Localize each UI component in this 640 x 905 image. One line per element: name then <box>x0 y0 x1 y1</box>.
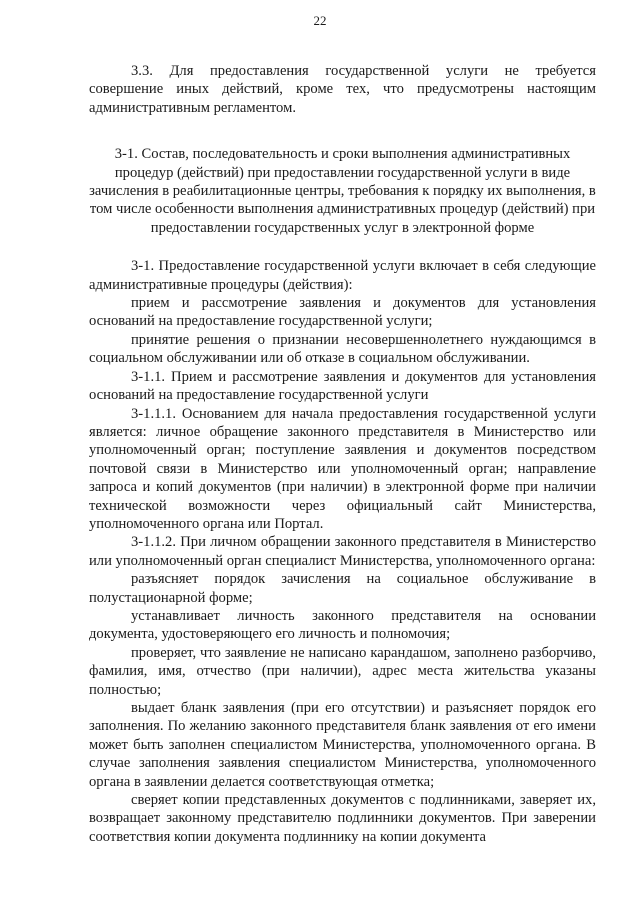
list-item-identity: устанавливает личность законного представителя на основании документа, удостоверяющего его личность и полномочия; <box>89 607 596 643</box>
list-item-copies: сверяет копии представленных документов с подлинниками, заверяет их, возвращает законному представителю подлинники документов. При заверении соответствия копии документа подлиннику на копии документа <box>89 792 596 845</box>
paragraph-3-1-1-2: 3-1.1.2. При личном обращении законного представителя в Министерство или уполномоченный орган специалист Министерства, уполномоченного органа: <box>89 534 596 569</box>
list-item-reception: прием и рассмотрение заявления и документов для установления оснований на предоставление государственной услуги; <box>89 295 596 330</box>
list-item-decision: принятие решения о признании несовершеннолетнего нуждающимся в социальном обслуживании или об отказе в социальном обслуживании. <box>89 331 596 367</box>
page-number: 22 <box>313 13 327 28</box>
list-item-form: выдает бланк заявления (при его отсутствии) и разъясняет порядок его заполнения. По желанию законного представителя бланк заявления от его имени может быть заполнен специалистом Министерства, уполномоченного органа. В случае заполнения заявления специалистом Министерства, уполномоченного органа в заявлении делается соответствующая отметка; <box>89 700 596 790</box>
paragraph-3-1-1: 3-1.1. Прием и рассмотрение заявления и документов для установления оснований на предоставление государственной услуги <box>89 368 596 404</box>
paragraph-3-1: 3-1. Предоставление государственной услуги включает в себя следующие административные процедуры (действия): <box>89 258 596 293</box>
document-body <box>89 62 596 846</box>
paragraph-3-1-1-1: 3-1.1.1. Основанием для начала предоставления государственной услуги является: личное обращение законного представителя в Министерство или уполномоченный орган; поступление заявления и документов посредством почтовой связи в Министерство или уполномоченный орган; направление запроса и копий документов (при наличии) в электронной форме при наличии технической возможности через официальный сайт Министерства, уполномоченного органа или Портал. <box>89 405 596 532</box>
section-heading: 3-1. Состав, последовательность и сроки выполнения административных процедур (действий) при предоставлении государственной услуги в виде зачисления в реабилитационные центры, требования к порядку их выполнения, в том числе особенности выполнения административных процедур (действий) при предоставлении государственных услуг в электронной форме <box>89 146 596 236</box>
list-item-checks: проверяет, что заявление не написано карандашом, заполнено разборчиво, фамилия, имя, отчество (при наличии), адрес места жительства указаны полностью; <box>89 644 596 698</box>
list-item-explains: разъясняет порядок зачисления на социальное обслуживание в полустационарной форме; <box>89 571 596 606</box>
paragraph-3-3: 3.3. Для предоставления государственной услуги не требуется совершение иных действий, кроме тех, что предусмотрены настоящим административным регламентом. <box>89 63 596 116</box>
